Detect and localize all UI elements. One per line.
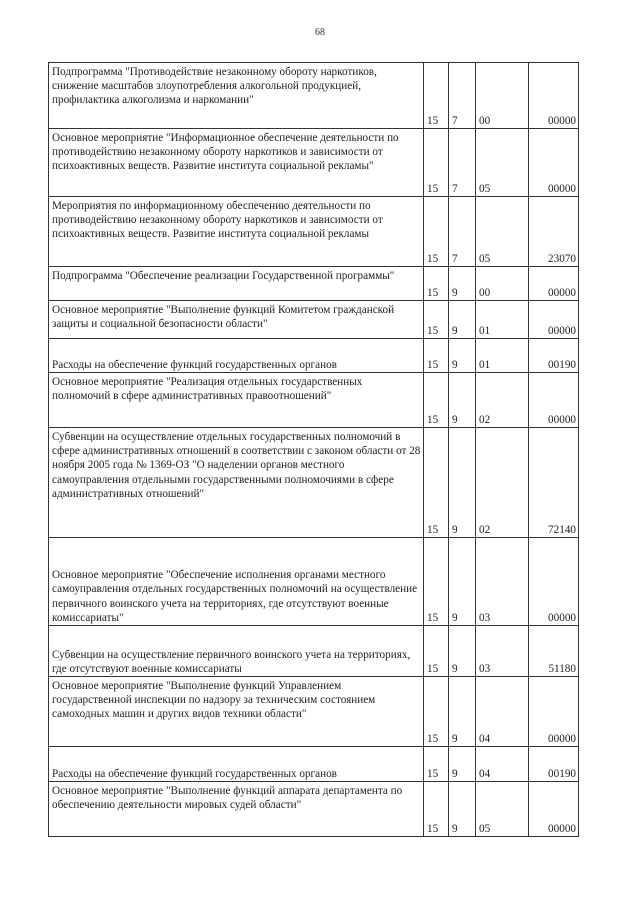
code-cell: 9 xyxy=(449,677,476,747)
table-row xyxy=(49,677,579,747)
table-row xyxy=(49,339,579,373)
code-cell: 04 xyxy=(476,747,529,782)
code-cell: 15 xyxy=(424,129,449,197)
table-row xyxy=(49,747,579,782)
budget-table xyxy=(48,62,579,837)
table-row xyxy=(49,197,579,267)
code-cell: 15 xyxy=(424,63,449,129)
code-cell: 01 xyxy=(476,339,529,373)
code-cell: 00000 xyxy=(529,129,579,197)
table-row xyxy=(49,267,579,301)
code-cell: 9 xyxy=(449,267,476,301)
code-cell: 9 xyxy=(449,428,476,538)
code-cell: 00 xyxy=(476,63,529,129)
row-description: Расходы на обеспечение функций государственных органов xyxy=(49,747,424,782)
row-description: Основное мероприятие "Информационное обеспечение деятельности по противодействию незаконному обороту наркотиков и зависимости от психоактивных веществ. Развитие института социальной рекламы" xyxy=(49,129,424,197)
code-cell: 00 xyxy=(476,267,529,301)
code-cell: 15 xyxy=(424,267,449,301)
table-row xyxy=(49,782,579,837)
code-cell: 7 xyxy=(449,197,476,267)
row-description: Основное мероприятие "Реализация отдельных государственных полномочий в сфере административных правоотношений" xyxy=(49,373,424,428)
code-cell: 05 xyxy=(476,197,529,267)
code-cell: 15 xyxy=(424,626,449,677)
code-cell: 15 xyxy=(424,747,449,782)
code-cell: 05 xyxy=(476,782,529,837)
table-row xyxy=(49,428,579,538)
code-cell: 00000 xyxy=(529,63,579,129)
row-description: Основное мероприятие "Выполнение функций Комитетом гражданской защиты и социальной безопасности области" xyxy=(49,301,424,339)
row-description: Субвенции на осуществление первичного воинского учета на территориях, где отсутствуют военные комиссариаты xyxy=(49,626,424,677)
code-cell: 03 xyxy=(476,538,529,626)
row-description: Расходы на обеспечение функций государственных органов xyxy=(49,339,424,373)
code-cell: 15 xyxy=(424,428,449,538)
table-row xyxy=(49,301,579,339)
table-row xyxy=(49,129,579,197)
code-cell: 00000 xyxy=(529,782,579,837)
code-cell: 00000 xyxy=(529,267,579,301)
code-cell: 51180 xyxy=(529,626,579,677)
row-description: Основное мероприятие "Выполнение функций аппарата департамента по обеспечению деятельности мировых судей области" xyxy=(49,782,424,837)
code-cell: 9 xyxy=(449,538,476,626)
page-number: 68 xyxy=(315,27,325,38)
code-cell: 9 xyxy=(449,626,476,677)
table-row xyxy=(49,373,579,428)
row-description: Основное мероприятие "Выполнение функций Управлением государственной инспекции по надзору за техническим состоянием самоходных машин и других видов техники области" xyxy=(49,677,424,747)
code-cell: 04 xyxy=(476,677,529,747)
code-cell: 9 xyxy=(449,782,476,837)
row-description: Мероприятия по информационному обеспечению деятельности по противодействию незаконному обороту наркотиков и зависимости от психоактивных веществ. Развитие института социальной рекламы xyxy=(49,197,424,267)
code-cell: 9 xyxy=(449,301,476,339)
row-description: Подпрограмма "Обеспечение реализации Государственной программы" xyxy=(49,267,424,301)
row-description: Подпрограмма "Противодействие незаконному обороту наркотиков, снижение масштабов злоупотребления алкогольной продукцией, профилактика алкоголизма и наркомании" xyxy=(49,63,424,129)
code-cell: 23070 xyxy=(529,197,579,267)
code-cell: 15 xyxy=(424,197,449,267)
code-cell: 15 xyxy=(424,339,449,373)
code-cell: 05 xyxy=(476,129,529,197)
table-row xyxy=(49,63,579,129)
table-row xyxy=(49,538,579,626)
code-cell: 15 xyxy=(424,373,449,428)
code-cell: 00190 xyxy=(529,747,579,782)
code-cell: 03 xyxy=(476,626,529,677)
row-description: Субвенции на осуществление отдельных государственных полномочий в сфере административных отношений в соответствии с законом области от 28 ноября 2005 года № 1369-ОЗ "О наделении органов местного самоуправления отдельными государственными полномочиями в сфере административных отношений" xyxy=(49,428,424,538)
code-cell: 15 xyxy=(424,677,449,747)
code-cell: 02 xyxy=(476,428,529,538)
code-cell: 00000 xyxy=(529,677,579,747)
code-cell: 15 xyxy=(424,782,449,837)
code-cell: 00000 xyxy=(529,301,579,339)
code-cell: 02 xyxy=(476,373,529,428)
code-cell: 15 xyxy=(424,538,449,626)
code-cell: 00000 xyxy=(529,373,579,428)
code-cell: 7 xyxy=(449,129,476,197)
code-cell: 9 xyxy=(449,339,476,373)
code-cell: 15 xyxy=(424,301,449,339)
table-row xyxy=(49,626,579,677)
code-cell: 00000 xyxy=(529,538,579,626)
code-cell: 01 xyxy=(476,301,529,339)
code-cell: 00190 xyxy=(529,339,579,373)
row-description: Основное мероприятие "Обеспечение исполнения органами местного самоуправления отдельных государственных полномочий на осуществление первичного воинского учета на территориях, где отсутствуют военные комиссариаты" xyxy=(49,538,424,626)
code-cell: 7 xyxy=(449,63,476,129)
code-cell: 9 xyxy=(449,373,476,428)
code-cell: 9 xyxy=(449,747,476,782)
code-cell: 72140 xyxy=(529,428,579,538)
